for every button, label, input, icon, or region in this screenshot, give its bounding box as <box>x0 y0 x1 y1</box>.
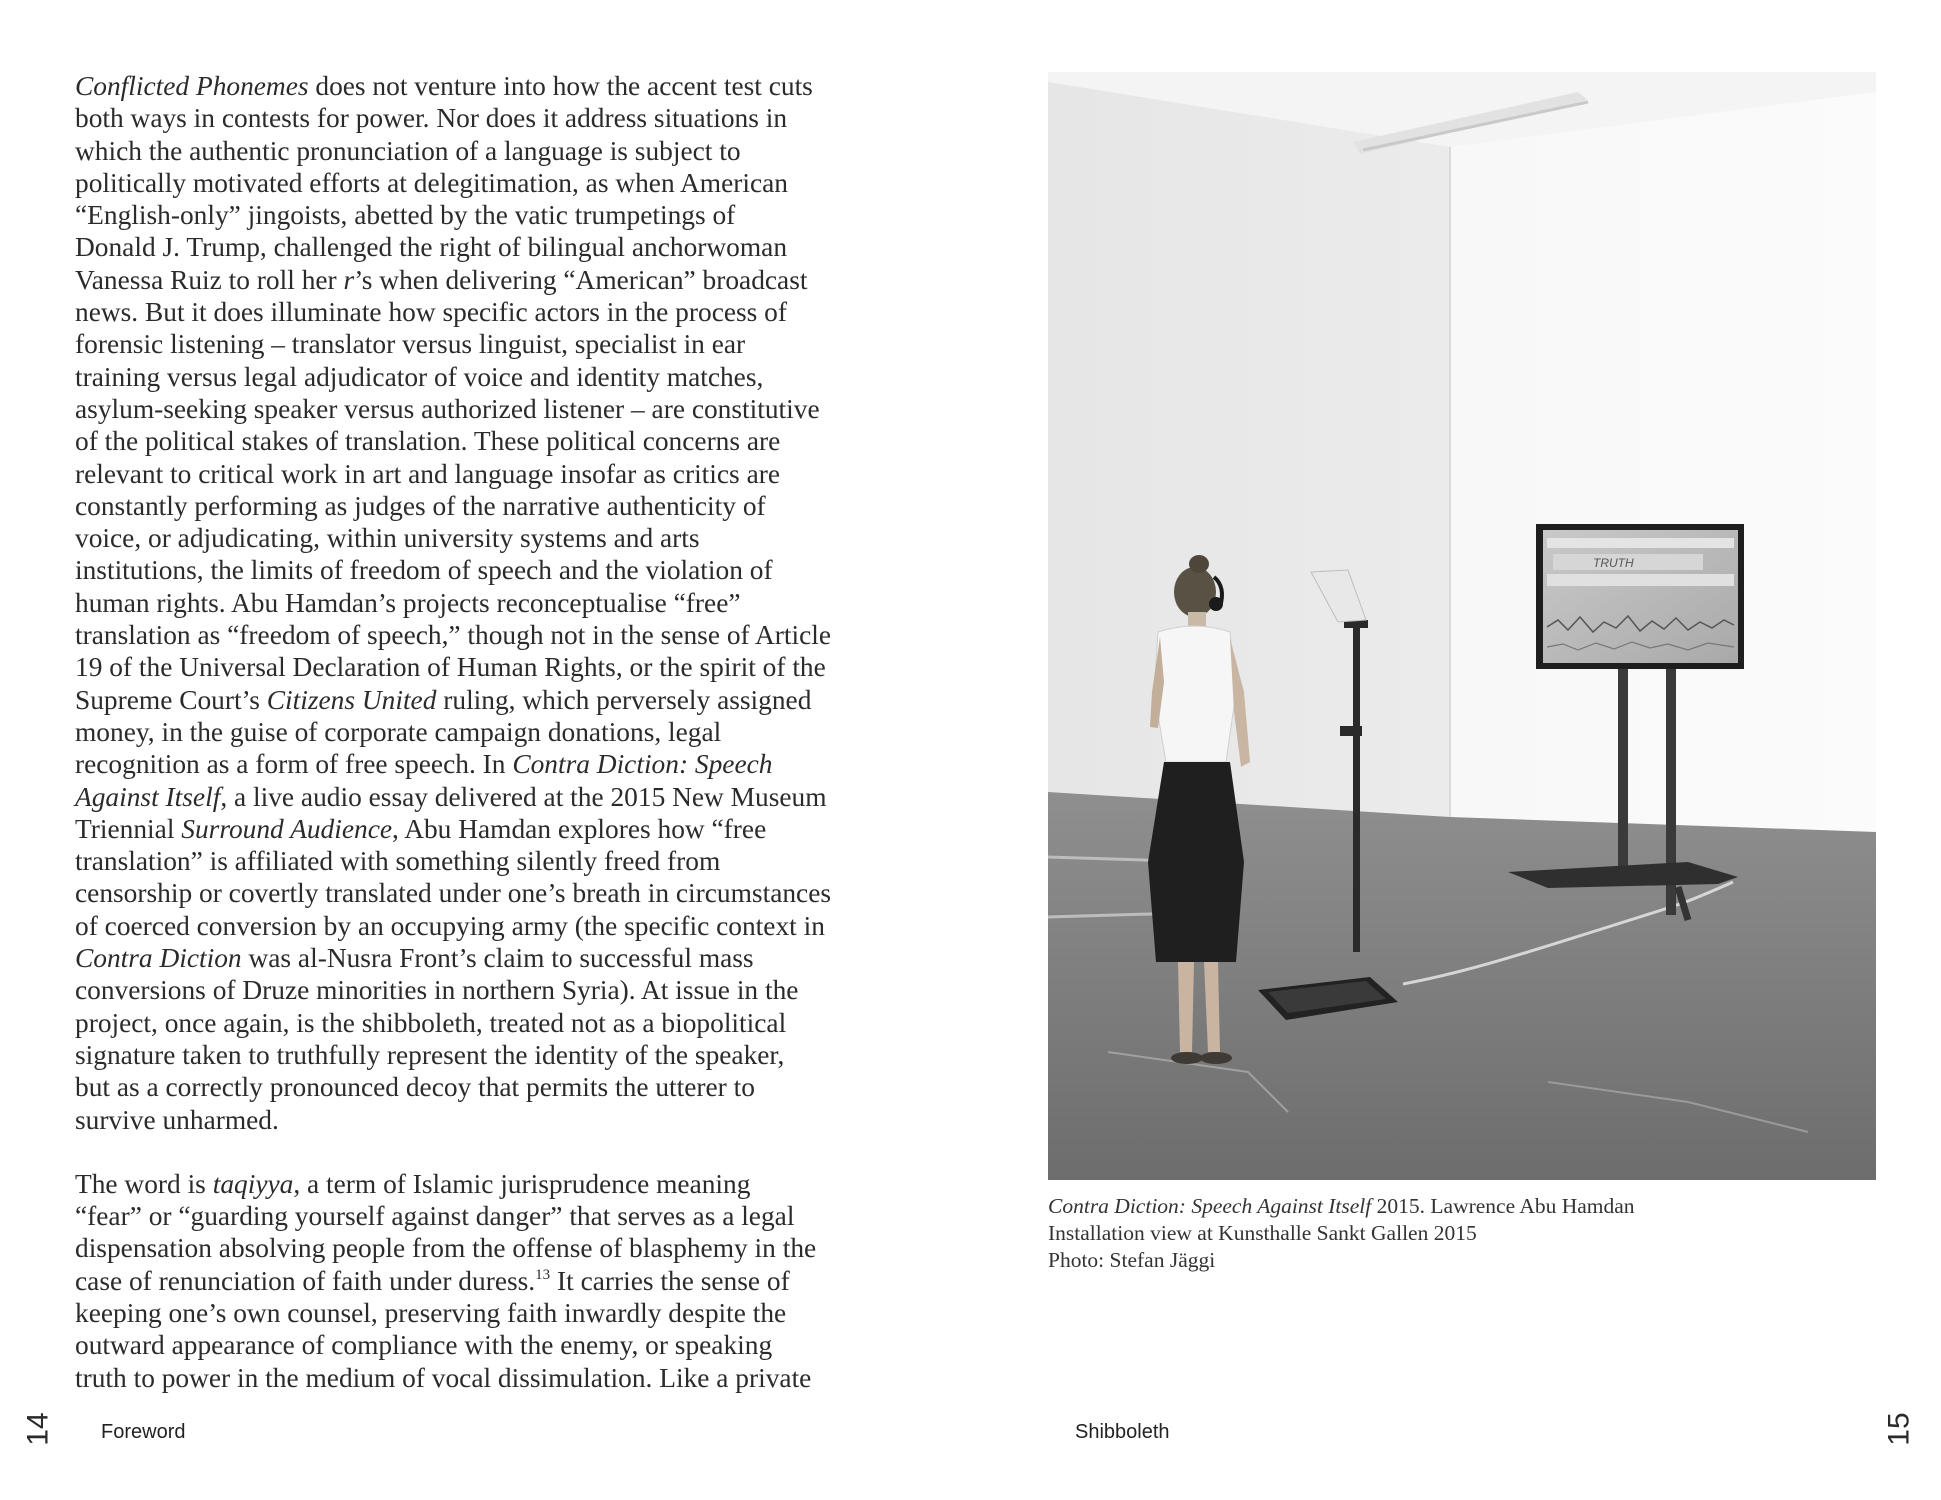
text-line <box>75 1362 935 1394</box>
text-segment: training versus legal adjudicator of voice and identity matches, <box>75 361 764 392</box>
text-line <box>75 813 935 845</box>
text-line <box>75 522 935 554</box>
running-head-right: Shibboleth <box>1075 1421 1170 1443</box>
text-line <box>75 425 935 457</box>
text-line <box>75 70 935 102</box>
text-segment: both ways in contests for power. Nor does it address situations in <box>75 103 788 134</box>
text-line <box>75 393 935 425</box>
text-line <box>75 587 935 619</box>
text-line <box>75 458 935 490</box>
text-line <box>75 684 935 716</box>
text-line <box>75 490 935 522</box>
text-line <box>75 1200 935 1232</box>
text-segment: Supreme Court’s <box>75 684 267 715</box>
text-segment: was al-Nusra Front’s claim to successful mass <box>241 943 754 974</box>
text-segment: project, once again, is the shibboleth, treated not as a biopolitical <box>75 1007 787 1038</box>
paragraph-2 <box>75 1168 935 1394</box>
text-line <box>75 781 935 813</box>
text-line <box>75 1297 935 1329</box>
italic-phrase: Citizens United <box>266 684 437 715</box>
body-text <box>75 70 935 1394</box>
italic-phrase: Against Itself <box>75 781 221 812</box>
text-segment: outward appearance of compliance with the enemy, or speaking <box>75 1330 773 1361</box>
italic-phrase: taqiyya <box>212 1168 294 1199</box>
page-number-right: 15 <box>1882 1412 1916 1446</box>
text-line <box>75 845 935 877</box>
text-line <box>75 1265 935 1297</box>
text-segment: survive unharmed. <box>75 1104 279 1135</box>
paragraph-1 <box>75 70 935 1136</box>
italic-phrase: Surround Audience <box>181 813 393 844</box>
text-segment: 19 of the Universal Declaration of Human Rights, or the spirit of the <box>75 652 826 683</box>
text-line <box>75 1168 935 1200</box>
text-segment: constantly performing as judges of the narrative authenticity of <box>75 490 766 521</box>
text-line <box>75 748 935 780</box>
text-line <box>75 231 935 263</box>
text-segment: institutions, the limits of freedom of speech and the violation of <box>75 555 773 586</box>
caption-line-1 <box>1048 1193 1888 1220</box>
caption-line-2: Installation view at Kunsthalle Sankt Gallen 2015 <box>1048 1220 1477 1245</box>
text-segment: The word is <box>75 1168 213 1199</box>
text-segment: “fear” or “guarding yourself against danger” that serves as a legal <box>75 1201 795 1232</box>
text-line <box>75 1329 935 1361</box>
text-line <box>75 361 935 393</box>
text-segment: , a live audio essay delivered at the 2015 New Museum <box>220 781 827 812</box>
text-line <box>75 651 935 683</box>
text-segment: censorship or covertly translated under one’s breath in circumstances <box>75 878 832 909</box>
text-segment: conversions of Druze minorities in northern Syria). At issue in the <box>75 975 799 1006</box>
text-line <box>75 974 935 1006</box>
text-line <box>75 619 935 651</box>
text-line <box>75 554 935 586</box>
text-segment: human rights. Abu Hamdan’s projects reconceptualise “free” <box>75 587 741 618</box>
text-line <box>75 167 935 199</box>
text-line <box>75 1007 935 1039</box>
text-segment: translation” is affiliated with something silently freed from <box>75 846 721 877</box>
text-segment: of coerced conversion by an occupying army (the specific context in <box>75 910 825 941</box>
text-line <box>75 264 935 296</box>
text-segment: case of renunciation of faith under duress. <box>75 1265 536 1296</box>
text-segment: asylum-seeking speaker versus authorized listener – are constitutive <box>75 393 820 424</box>
italic-phrase: r <box>343 264 355 295</box>
running-head-left: Foreword <box>101 1421 186 1443</box>
text-segment: translation as “freedom of speech,” though not in the sense of Article <box>75 620 832 651</box>
text-segment: keeping one’s own counsel, preserving faith inwardly despite the <box>75 1297 787 1328</box>
text-segment: forensic listening – translator versus linguist, specialist in ear <box>75 329 746 360</box>
text-line <box>75 135 935 167</box>
footnote-marker: 13 <box>535 1266 551 1283</box>
screen-text: TRUTH <box>1593 556 1634 570</box>
text-segment: “English-only” jingoists, abetted by the vatic trumpetings of <box>75 200 736 231</box>
text-segment: , Abu Hamdan explores how “free <box>392 813 767 844</box>
text-segment: news. But it does illuminate how specific actors in the process of <box>75 297 787 328</box>
text-segment: signature taken to truthfully represent the identity of the speaker, <box>75 1039 785 1070</box>
text-segment: It carries the sense of <box>550 1265 790 1296</box>
text-segment: money, in the guise of corporate campaign donations, legal <box>75 716 722 747</box>
text-segment: does not venture into how the accent test cuts <box>308 71 813 101</box>
text-line <box>75 716 935 748</box>
text-segment: of the political stakes of translation. These political concerns are <box>75 426 781 457</box>
text-line <box>75 910 935 942</box>
text-segment: Triennial <box>75 813 182 844</box>
text-segment: truth to power in the medium of vocal dissimulation. Like a private <box>75 1362 812 1393</box>
text-segment: Vanessa Ruiz to roll her <box>75 264 344 295</box>
caption-line-1-rest: 2015. Lawrence Abu Hamdan <box>1371 1194 1635 1218</box>
italic-phrase: Contra Diction: Speech <box>512 749 773 780</box>
text-line <box>75 1039 935 1071</box>
text-segment: Donald J. Trump, challenged the right of bilingual anchorwoman <box>75 232 788 263</box>
text-line <box>75 942 935 974</box>
page-number-left: 14 <box>21 1412 55 1446</box>
text-segment: ’s when delivering “American” broadcast <box>354 264 808 295</box>
text-segment: , a term of Islamic jurisprudence meaning <box>293 1168 751 1199</box>
text-line <box>75 296 935 328</box>
figure-caption <box>1048 1193 1888 1273</box>
italic-phrase: Conflicted Phonemes <box>75 71 309 101</box>
caption-line-3: Photo: Stefan Jäggi <box>1048 1247 1216 1272</box>
text-line <box>75 877 935 909</box>
text-segment: voice, or adjudicating, within university systems and arts <box>75 523 700 554</box>
text-line <box>75 1071 935 1103</box>
italic-phrase: Contra Diction <box>75 943 242 974</box>
caption-work-title: Contra Diction: Speech Against Itself <box>1048 1194 1372 1218</box>
text-segment: politically motivated efforts at delegitimation, as when American <box>75 167 788 198</box>
text-line <box>75 1104 935 1136</box>
text-line <box>75 1232 935 1264</box>
text-segment: ruling, which perversely assigned <box>436 684 812 715</box>
text-segment: recognition as a form of free speech. In <box>75 749 513 780</box>
text-line <box>75 199 935 231</box>
text-line <box>75 328 935 360</box>
installation-photo <box>1048 72 1876 1180</box>
text-line <box>75 102 935 134</box>
text-segment: which the authentic pronunciation of a language is subject to <box>75 135 741 166</box>
text-segment: but as a correctly pronounced decoy that permits the utterer to <box>75 1072 755 1103</box>
text-segment: relevant to critical work in art and language insofar as critics are <box>75 458 781 489</box>
text-segment: dispensation absolving people from the offense of blasphemy in the <box>75 1233 817 1264</box>
